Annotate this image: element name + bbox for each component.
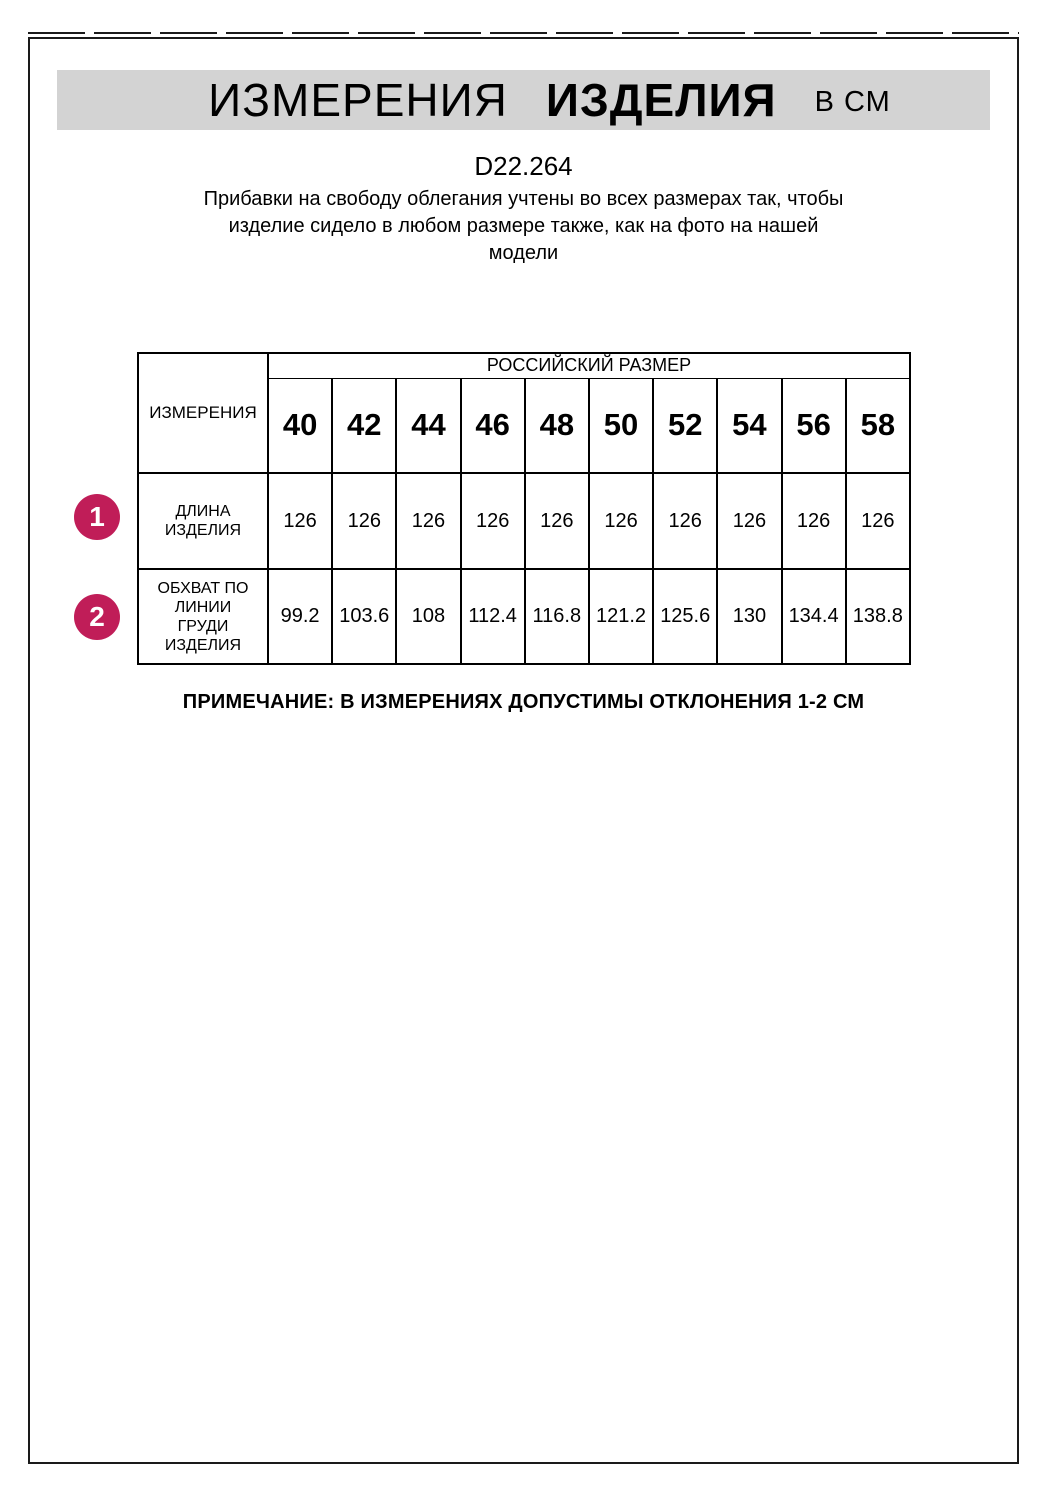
size-col-header: 50	[589, 378, 653, 473]
measurement-value-cell: 126	[332, 473, 396, 569]
measurement-value-cell: 112.4	[461, 569, 525, 664]
measurement-value-cell: 126	[653, 473, 717, 569]
page-title	[208, 73, 891, 127]
measurement-value-cell: 116.8	[525, 569, 589, 664]
measurement-value-cell: 126	[525, 473, 589, 569]
fit-description-line-1: Прибавки на свободу облегания учтены во всех размерах так, чтобы	[203, 188, 844, 210]
measurement-value-cell: 126	[717, 473, 781, 569]
row-number-badge-1: 1	[74, 494, 120, 540]
measurement-value-cell: 126	[782, 473, 846, 569]
title-units-word: В СМ	[814, 85, 891, 118]
size-col-header: 54	[717, 378, 781, 473]
measurement-value-cell: 126	[396, 473, 460, 569]
measurement-value-cell: 121.2	[589, 569, 653, 664]
measurement-value-cell: 125.6	[653, 569, 717, 664]
size-col-header: 58	[846, 378, 910, 473]
model-code: D22.264	[474, 151, 573, 181]
row-label-length: ДЛИНА ИЗДЕЛИЯ	[138, 473, 268, 569]
russian-size-group-header: РОССИЙСКИЙ РАЗМЕР	[268, 353, 910, 378]
measurement-value-cell: 108	[396, 569, 460, 664]
measurements-corner-cell: ИЗМЕРЕНИЯ	[138, 353, 268, 473]
top-dashed-rule	[28, 32, 1019, 34]
size-col-header: 44	[396, 378, 460, 473]
size-col-header: 42	[332, 378, 396, 473]
measurement-value-cell: 99.2	[268, 569, 332, 664]
size-table	[137, 352, 911, 665]
fit-description-line-2: изделие сидело в любом размере также, как на фото на нашей	[228, 215, 819, 237]
measurement-value-cell: 126	[461, 473, 525, 569]
row-label-chest: ОБХВАТ ПО ЛИНИИ ГРУДИ ИЗДЕЛИЯ	[138, 569, 268, 664]
size-col-header: 40	[268, 378, 332, 473]
measurement-value-cell: 138.8	[846, 569, 910, 664]
measurement-value-cell: 126	[589, 473, 653, 569]
measurement-value-cell: 126	[268, 473, 332, 569]
size-col-header: 52	[653, 378, 717, 473]
size-col-header: 48	[525, 378, 589, 473]
table-group-header-row	[138, 353, 910, 378]
tolerance-note: ПРИМЕЧАНИЕ: В ИЗМЕРЕНИЯХ ДОПУСТИМЫ ОТКЛОНЕНИЯ 1-2 СМ	[182, 691, 865, 713]
title-banner	[57, 70, 990, 130]
table-row	[138, 569, 910, 664]
fit-description-line-3: модели	[488, 242, 559, 264]
fit-description	[28, 186, 1019, 267]
size-col-header: 56	[782, 378, 846, 473]
row-number-badge-2: 2	[74, 594, 120, 640]
title-measurements-word: ИЗМЕРЕНИЯ	[208, 74, 508, 126]
table-row	[138, 473, 910, 569]
size-col-header: 46	[461, 378, 525, 473]
measurement-value-cell: 126	[846, 473, 910, 569]
measurement-value-cell: 130	[717, 569, 781, 664]
measurement-value-cell: 103.6	[332, 569, 396, 664]
title-product-word: ИЗДЕЛИЯ	[545, 74, 777, 126]
measurement-value-cell: 134.4	[782, 569, 846, 664]
